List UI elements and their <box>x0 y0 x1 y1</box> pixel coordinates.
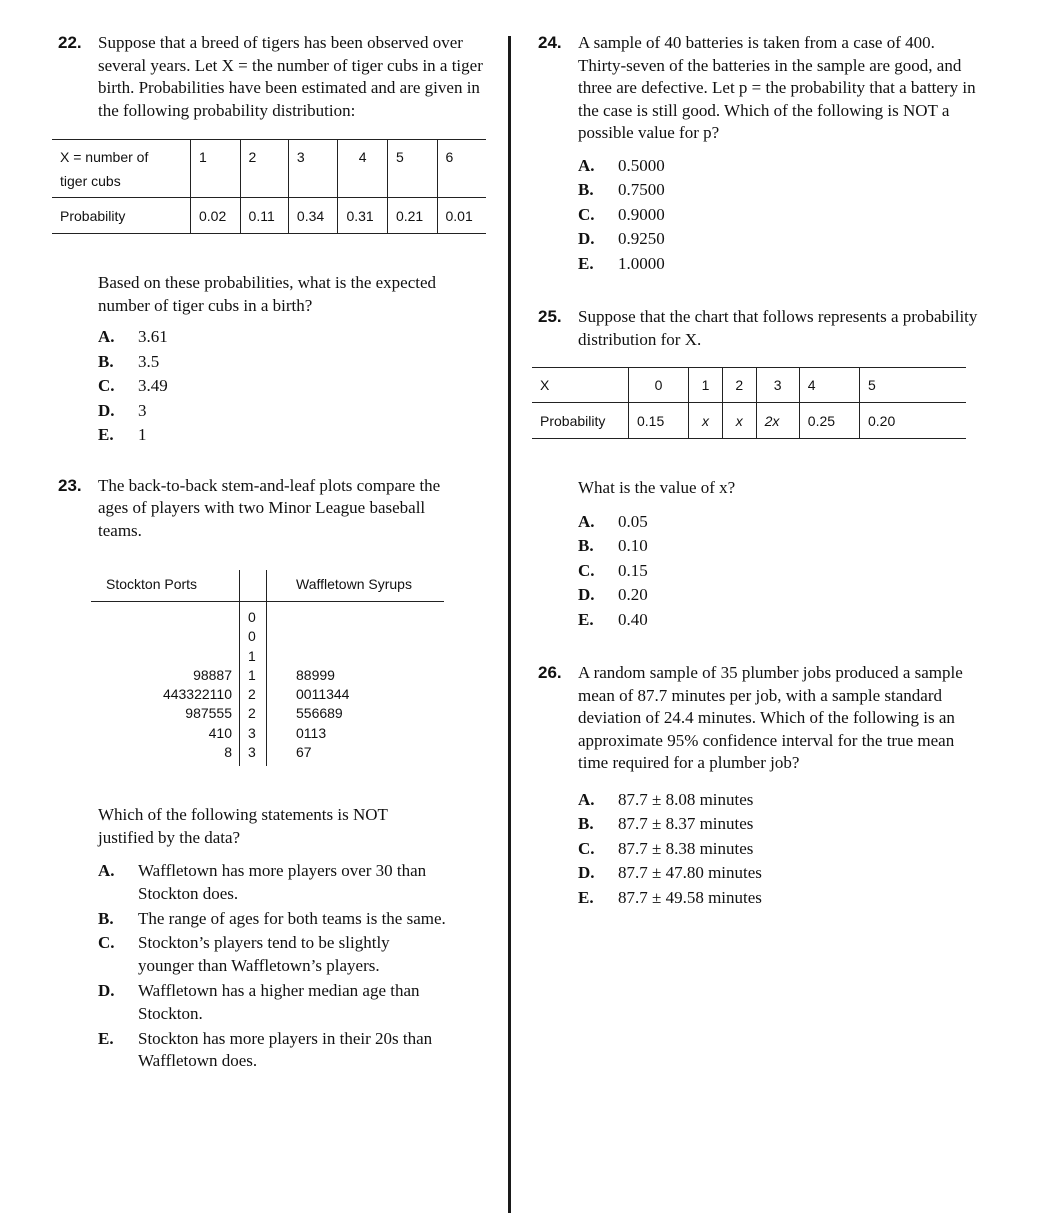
table-cell: 0.21 <box>387 198 437 234</box>
leaf-row <box>163 608 232 627</box>
right-column <box>538 32 978 910</box>
table-cell: 4 <box>799 368 859 403</box>
leaf-row <box>296 608 349 627</box>
stockton-ports-title: Stockton Ports <box>106 576 198 592</box>
table-cell: 0.11 <box>240 198 288 234</box>
table-header-probability: Probability <box>52 198 191 234</box>
question-number: 22. <box>58 33 82 52</box>
question-prompt: What is the value of x? <box>578 478 736 497</box>
table-cell: 0.31 <box>338 198 388 234</box>
question-text: Suppose that a breed of tigers has been observed over several years. Let X = the number of tiger cubs in a tiger birth. Probabilities have been estimated and are given in the following probability distribution: <box>98 33 483 120</box>
choice-a[interactable]: A. Waffletown has more players over 30 than Stockton does. <box>98 861 427 903</box>
x-distribution-table <box>532 367 966 439</box>
choice-b[interactable]: B. 87.7 ± 8.37 minutes <box>578 814 754 833</box>
plot-header-line <box>91 601 444 602</box>
stem-row: 2 <box>248 686 256 703</box>
stem-row: 3 <box>248 744 256 761</box>
choice-a[interactable]: A. 0.05 <box>578 511 648 531</box>
choice-a[interactable]: A. 87.7 ± 8.08 minutes <box>578 789 754 809</box>
choice-d[interactable]: D. 0.20 <box>578 585 648 604</box>
table-cell: 0.01 <box>437 198 486 234</box>
question-number: 26. <box>538 663 562 682</box>
table-cell: 0.15 <box>629 403 689 439</box>
table-header-x: X = number of tiger cubs <box>52 140 191 198</box>
table-cell: 2 <box>240 140 288 198</box>
tiger-cubs-table <box>52 139 486 234</box>
table-cell: 6 <box>437 140 486 198</box>
stem-row: 0 <box>248 628 256 645</box>
table-cell: 5 <box>387 140 437 198</box>
choice-e[interactable]: E. 1.0000 <box>578 253 665 273</box>
choice-d[interactable]: D. 0.9250 <box>578 229 665 248</box>
left-column <box>58 32 490 1073</box>
choice-c[interactable]: C. 0.9000 <box>578 204 665 224</box>
answer-choices <box>578 154 978 277</box>
choice-b[interactable]: B. The range of ages for both teams is the same. <box>98 908 446 928</box>
table-cell: 2x <box>756 403 799 439</box>
table-header-x: X <box>532 368 629 403</box>
question-prompt: Which of the following statements is NOT justified by the data? <box>98 805 388 847</box>
table-cell: 0.20 <box>860 403 967 439</box>
question-prompt: Based on these probabilities, what is the expected number of tiger cubs in a birth? <box>98 273 437 315</box>
choice-e[interactable]: E. 0.40 <box>578 609 648 629</box>
table-cell: 0 <box>629 368 689 403</box>
choice-b[interactable]: B. 3.5 <box>98 351 160 371</box>
waffletown-syrups-title: Waffletown Syrups <box>296 576 412 592</box>
table-cell: 1 <box>191 140 241 198</box>
question-text: A sample of 40 batteries is taken from a case of 400. Thirty-seven of the batteries in the sample are good, and three are defective. Let p = the probability that a battery in the case is still good. Which of the following is NOT a possible value for p? <box>578 33 976 142</box>
table-cell: 1 <box>689 368 723 403</box>
table-cell: 5 <box>860 368 967 403</box>
question-text: A random sample of 35 plumber jobs produced a sample mean of 87.7 minutes per job, with a sample standard deviation of 24.4 minutes. Which of the following is an approximate 95% confidence interval for the true mean time required for a plumber job? <box>578 663 963 772</box>
choice-a[interactable]: A. 0.5000 <box>578 155 665 175</box>
table-cell: 0.34 <box>288 198 338 234</box>
stem-row: 0 <box>248 609 256 625</box>
leaf-row <box>163 627 232 646</box>
answer-choices <box>578 788 978 911</box>
leaf-row: 88999 <box>296 666 335 683</box>
question-text: Suppose that the chart that follows represents a probability distribution for X. <box>578 307 978 349</box>
table-cell: 2 <box>722 368 756 403</box>
leaf-row: 556689 <box>296 705 343 722</box>
stem-row: 1 <box>248 647 256 664</box>
question-22 <box>58 32 490 448</box>
answer-choices <box>578 510 978 633</box>
leaf-row: 67 <box>296 744 312 761</box>
stem-and-leaf-plot <box>58 556 490 784</box>
question-number: 25. <box>538 307 562 326</box>
leaf-row <box>296 647 349 666</box>
stems <box>248 608 256 762</box>
choice-c[interactable]: C. 3.49 <box>98 376 168 395</box>
choice-e[interactable]: E. 1 <box>98 425 147 444</box>
choice-a[interactable]: A. 3.61 <box>98 327 168 346</box>
table-cell: 0.02 <box>191 198 241 234</box>
stem-row: 1 <box>248 666 256 683</box>
choice-b[interactable]: B. 0.7500 <box>578 180 665 199</box>
waffletown-leaves <box>296 608 349 762</box>
table-cell: 4 <box>338 140 388 198</box>
question-23 <box>58 475 490 1074</box>
stockton-leaves <box>163 608 232 762</box>
choice-d[interactable]: D. 3 <box>98 400 147 420</box>
plot-right-vline <box>266 570 267 766</box>
choice-c[interactable]: C. 87.7 ± 8.38 minutes <box>578 838 754 858</box>
leaf-row: 98887 <box>193 666 232 683</box>
choice-c[interactable]: C. Stockton’s players tend to be slightly younger than Waffletown’s players. <box>98 933 390 976</box>
question-number: 24. <box>538 33 562 52</box>
choice-d[interactable]: D. Waffletown has a higher median age than Stockton. <box>98 980 420 1023</box>
column-divider <box>508 36 511 1213</box>
table-cell: 0.25 <box>799 403 859 439</box>
stem-row: 3 <box>248 724 256 741</box>
table-cell: 3 <box>756 368 799 403</box>
choice-b[interactable]: B. 0.10 <box>578 536 648 555</box>
leaf-row: 443322110 <box>162 686 232 703</box>
question-26 <box>538 662 978 910</box>
leaf-row: 0113 <box>296 724 327 741</box>
leaf-row <box>163 647 232 666</box>
leaf-row: 8 <box>224 744 232 761</box>
leaf-row: 410 <box>208 724 232 741</box>
table-cell: x <box>689 403 723 439</box>
choice-d[interactable]: D. 87.7 ± 47.80 minutes <box>578 863 762 882</box>
choice-e[interactable]: E. 87.7 ± 49.58 minutes <box>578 887 762 907</box>
leaf-row: 987555 <box>185 705 232 722</box>
stem-row: 2 <box>248 705 256 722</box>
choice-c[interactable]: C. 0.15 <box>578 560 648 580</box>
choice-e[interactable]: E. Stockton has more players in their 20s than Waffletown does. <box>98 1028 433 1071</box>
question-25 <box>538 306 978 632</box>
question-number: 23. <box>58 475 82 495</box>
table-cell: 3 <box>288 140 338 198</box>
answer-choices <box>98 325 490 448</box>
answer-choices <box>98 860 490 1073</box>
question-text: The back-to-back stem-and-leaf plots compare the ages of players with two Minor League baseball teams. <box>98 475 441 540</box>
plot-left-vline <box>239 570 240 766</box>
leaf-row: 0011344 <box>296 686 350 703</box>
question-24 <box>538 32 978 276</box>
leaf-row <box>296 627 349 646</box>
table-cell: x <box>722 403 756 439</box>
table-header-probability: Probability <box>532 403 629 439</box>
